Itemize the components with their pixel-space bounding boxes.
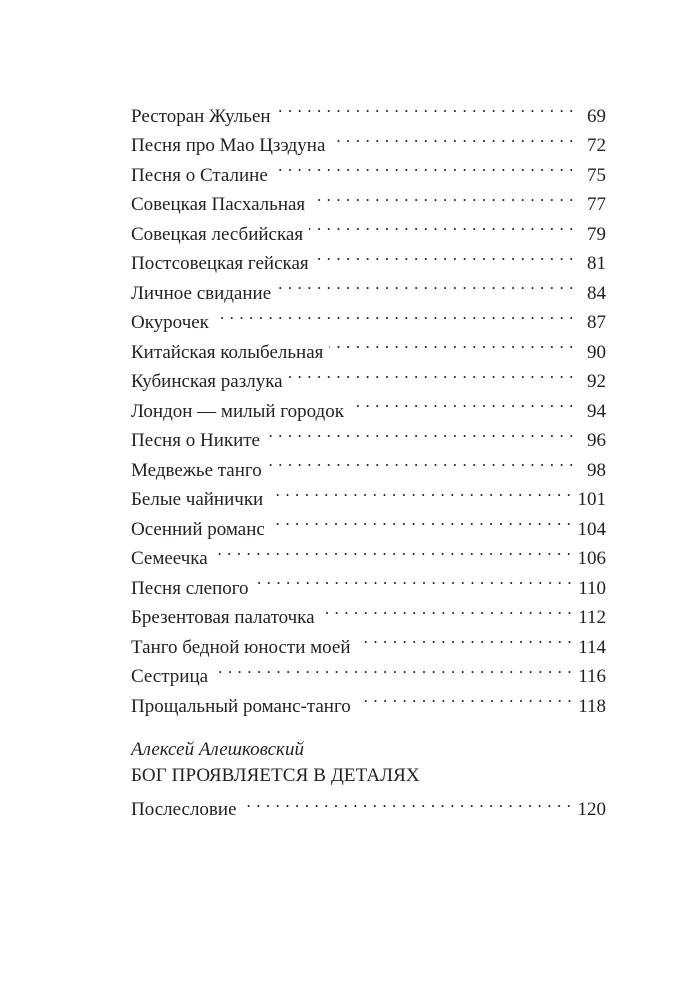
toc-entry-page: 96 [587, 430, 606, 451]
toc-entry-title: Медвежье танго [131, 459, 262, 481]
toc-entry-title: Лондон — милый городок [131, 400, 344, 422]
toc-entry-page: 112 [578, 607, 606, 628]
toc-entry-page: 106 [577, 548, 606, 569]
dot-leader [289, 358, 574, 388]
toc-entry-page: 104 [577, 518, 606, 540]
dot-leader [311, 181, 574, 211]
toc-entry-page: 81 [587, 253, 606, 274]
dot-leader [329, 328, 574, 358]
toc-entry-page: 87 [587, 312, 606, 333]
dot-leader [255, 564, 573, 594]
toc-entry-page: 110 [578, 577, 606, 599]
dot-leader [357, 682, 572, 712]
dot-leader [243, 789, 572, 815]
toc-entry [131, 92, 606, 127]
dot-leader [315, 240, 574, 270]
toc-entry-page: 77 [587, 194, 606, 215]
dot-leader [214, 535, 572, 565]
toc-entry-title: Личное свидание [131, 282, 272, 304]
section-author: Алексей Алешковский [131, 739, 304, 760]
dot-leader [271, 505, 572, 535]
toc-entry-title: Осенний романс [131, 518, 265, 540]
dot-leader [321, 594, 573, 624]
toc-entry-title: Постсовецкая гейская [131, 253, 309, 274]
toc-entry-title: Прощальный романс-танго [131, 695, 351, 717]
dot-leader [266, 417, 574, 447]
dot-leader [269, 476, 571, 506]
toc-entry-title: Семеечка [131, 548, 208, 569]
toc-entry-page: 101 [577, 489, 606, 510]
toc-entry-title: Сестрица [131, 666, 209, 687]
toc-entry-page: 69 [587, 105, 606, 127]
toc-entry-page: 79 [587, 223, 606, 245]
dot-leader [350, 387, 574, 417]
toc-entry-title: Брезентовая палаточка [131, 607, 315, 628]
toc-entry-page: 116 [578, 666, 606, 687]
toc-entry-page: 90 [587, 341, 606, 363]
toc-entry-title: Окурочек [131, 312, 209, 333]
toc-entry-title: Кубинская разлука [131, 371, 283, 392]
toc-entry-page: 92 [587, 371, 606, 392]
afterword-section [131, 737, 606, 820]
toc-entry-page: 114 [578, 636, 606, 658]
toc-entry-title: Совецкая Пасхальная [131, 194, 306, 215]
toc-entry-page: 84 [587, 282, 606, 304]
toc-entry-title: Песня про Мао Цзэдуна [131, 135, 326, 156]
toc-entry-page: 120 [577, 799, 606, 820]
toc-entry-title: Китайская колыбельная [131, 341, 324, 363]
toc-entry-title: Песня о Сталине [131, 164, 268, 186]
section-title: БОГ ПРОЯВЛЯЕТСЯ В ДЕТАЛЯХ [131, 765, 420, 786]
dot-leader [277, 269, 574, 299]
dot-leader [268, 446, 574, 476]
toc-entry-title: Послесловие [131, 799, 237, 820]
toc-entry-title: Танго бедной юности моей [131, 636, 351, 658]
dot-leader [277, 92, 574, 122]
toc-entry-page: 98 [587, 459, 606, 481]
dot-leader [214, 653, 572, 683]
table-of-contents [131, 92, 606, 717]
toc-entry-title: Песня о Никите [131, 430, 260, 451]
dot-leader [274, 151, 574, 181]
toc-entry-afterword [131, 789, 606, 820]
toc-entry-page: 118 [578, 695, 606, 717]
toc-entry-title: Ресторан Жульен [131, 105, 271, 127]
dot-leader [357, 623, 573, 653]
toc-entry-title: Песня слепого [131, 577, 249, 599]
toc-entry-title: Совецкая лесбийская [131, 223, 304, 245]
toc-entry-title: Белые чайнички [131, 489, 264, 510]
dot-leader [215, 299, 574, 329]
dot-leader [331, 122, 574, 152]
toc-entry-page: 94 [587, 400, 606, 422]
toc-entry-page: 75 [587, 164, 606, 186]
toc-entry-page: 72 [587, 135, 606, 156]
dot-leader [309, 210, 574, 240]
